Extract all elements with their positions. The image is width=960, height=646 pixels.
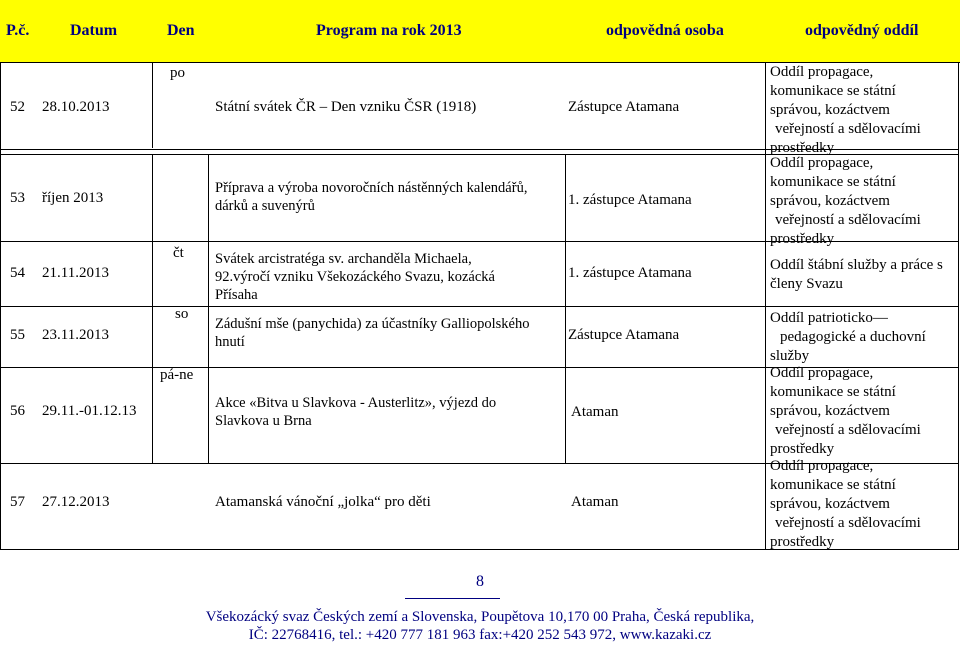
row-date: 28.10.2013 xyxy=(42,99,110,115)
row-day: čt xyxy=(173,245,184,261)
header-col-number: P.č. xyxy=(6,22,30,39)
footer-divider xyxy=(405,598,500,599)
header-col-department: odpovědný oddíl xyxy=(805,22,919,39)
row-program: Atamanská vánoční „jolka“ pro děti xyxy=(215,494,431,510)
row-person: Ataman xyxy=(571,404,619,420)
row-person: Ataman xyxy=(571,494,619,510)
header-col-day: Den xyxy=(167,22,195,39)
row-date: říjen 2013 xyxy=(42,190,104,206)
row-department: Oddíl patrioticko— pedagogické a duchovní služby xyxy=(770,310,926,364)
row-person: Zástupce Atamana xyxy=(568,327,680,343)
footer-address: Všekozácký svaz Českých zemí a Slovenska, Poupětova 10,170 00 Praha, Česká republika, xyxy=(205,609,755,625)
header-col-person: odpovědná osoba xyxy=(606,22,724,39)
row-program: Zádušní mše (panychida) za účastníky Galliopolského hnutí xyxy=(215,316,530,350)
row-date: 29.11.-01.12.13 xyxy=(42,403,137,419)
row-person: 1. zástupce Atamana xyxy=(568,265,692,281)
row-day: so xyxy=(175,306,189,322)
header-col-program: Program na rok 2013 xyxy=(316,22,462,39)
row-day: pá-ne xyxy=(160,367,194,383)
row-number: 53 xyxy=(10,190,25,206)
row-program: Státní svátek ČR – Den vzniku ČSR (1918) xyxy=(215,99,477,115)
row-number: 57 xyxy=(10,494,25,510)
row-program: Svátek arcistratéga sv. archanděla Michaela, 92.výročí vzniku Všekozáckého Svazu, kozácká Přísaha xyxy=(215,251,495,303)
row-person: Zástupce Atamana xyxy=(568,99,680,115)
row-department: Oddíl propagace, komunikace se státní správou, kozáctvem veřejností a sdělovacími prostředky xyxy=(770,64,921,156)
row-day: po xyxy=(170,65,185,81)
row-number: 54 xyxy=(10,265,25,281)
row-person: 1. zástupce Atamana xyxy=(568,192,692,208)
row-department: Oddíl propagace, komunikace se státní správou, kozáctvem veřejností a sdělovacími prostředky xyxy=(770,365,921,457)
row-number: 56 xyxy=(10,403,25,419)
row-program: Příprava a výroba novoročních nástěnných kalendářů, dárků a suvenýrů xyxy=(215,180,528,214)
row-department: Oddíl propagace, komunikace se státní správou, kozáctvem veřejností a sdělovacími prostředky xyxy=(770,458,921,550)
row-department: Oddíl štábní služby a práce s členy Svazu xyxy=(770,257,943,292)
page-number: 8 xyxy=(476,573,484,590)
footer-contact: IČ: 22768416, tel.: +420 777 181 963 fax:+420 252 543 972, www.kazaki.cz xyxy=(248,627,712,643)
row-date: 27.12.2013 xyxy=(42,494,110,510)
header-col-date: Datum xyxy=(70,22,118,39)
row-program: Akce «Bitva u Slavkova - Austerlitz», výjezd do Slavkova u Brna xyxy=(215,395,497,429)
row-number: 55 xyxy=(10,327,25,343)
row-department: Oddíl propagace, komunikace se státní správou, kozáctvem veřejností a sdělovacími prostředky xyxy=(770,155,921,247)
row-number: 52 xyxy=(10,99,25,115)
row-date: 23.11.2013 xyxy=(42,327,109,343)
table-header xyxy=(0,0,960,63)
row-date: 21.11.2013 xyxy=(42,265,109,281)
